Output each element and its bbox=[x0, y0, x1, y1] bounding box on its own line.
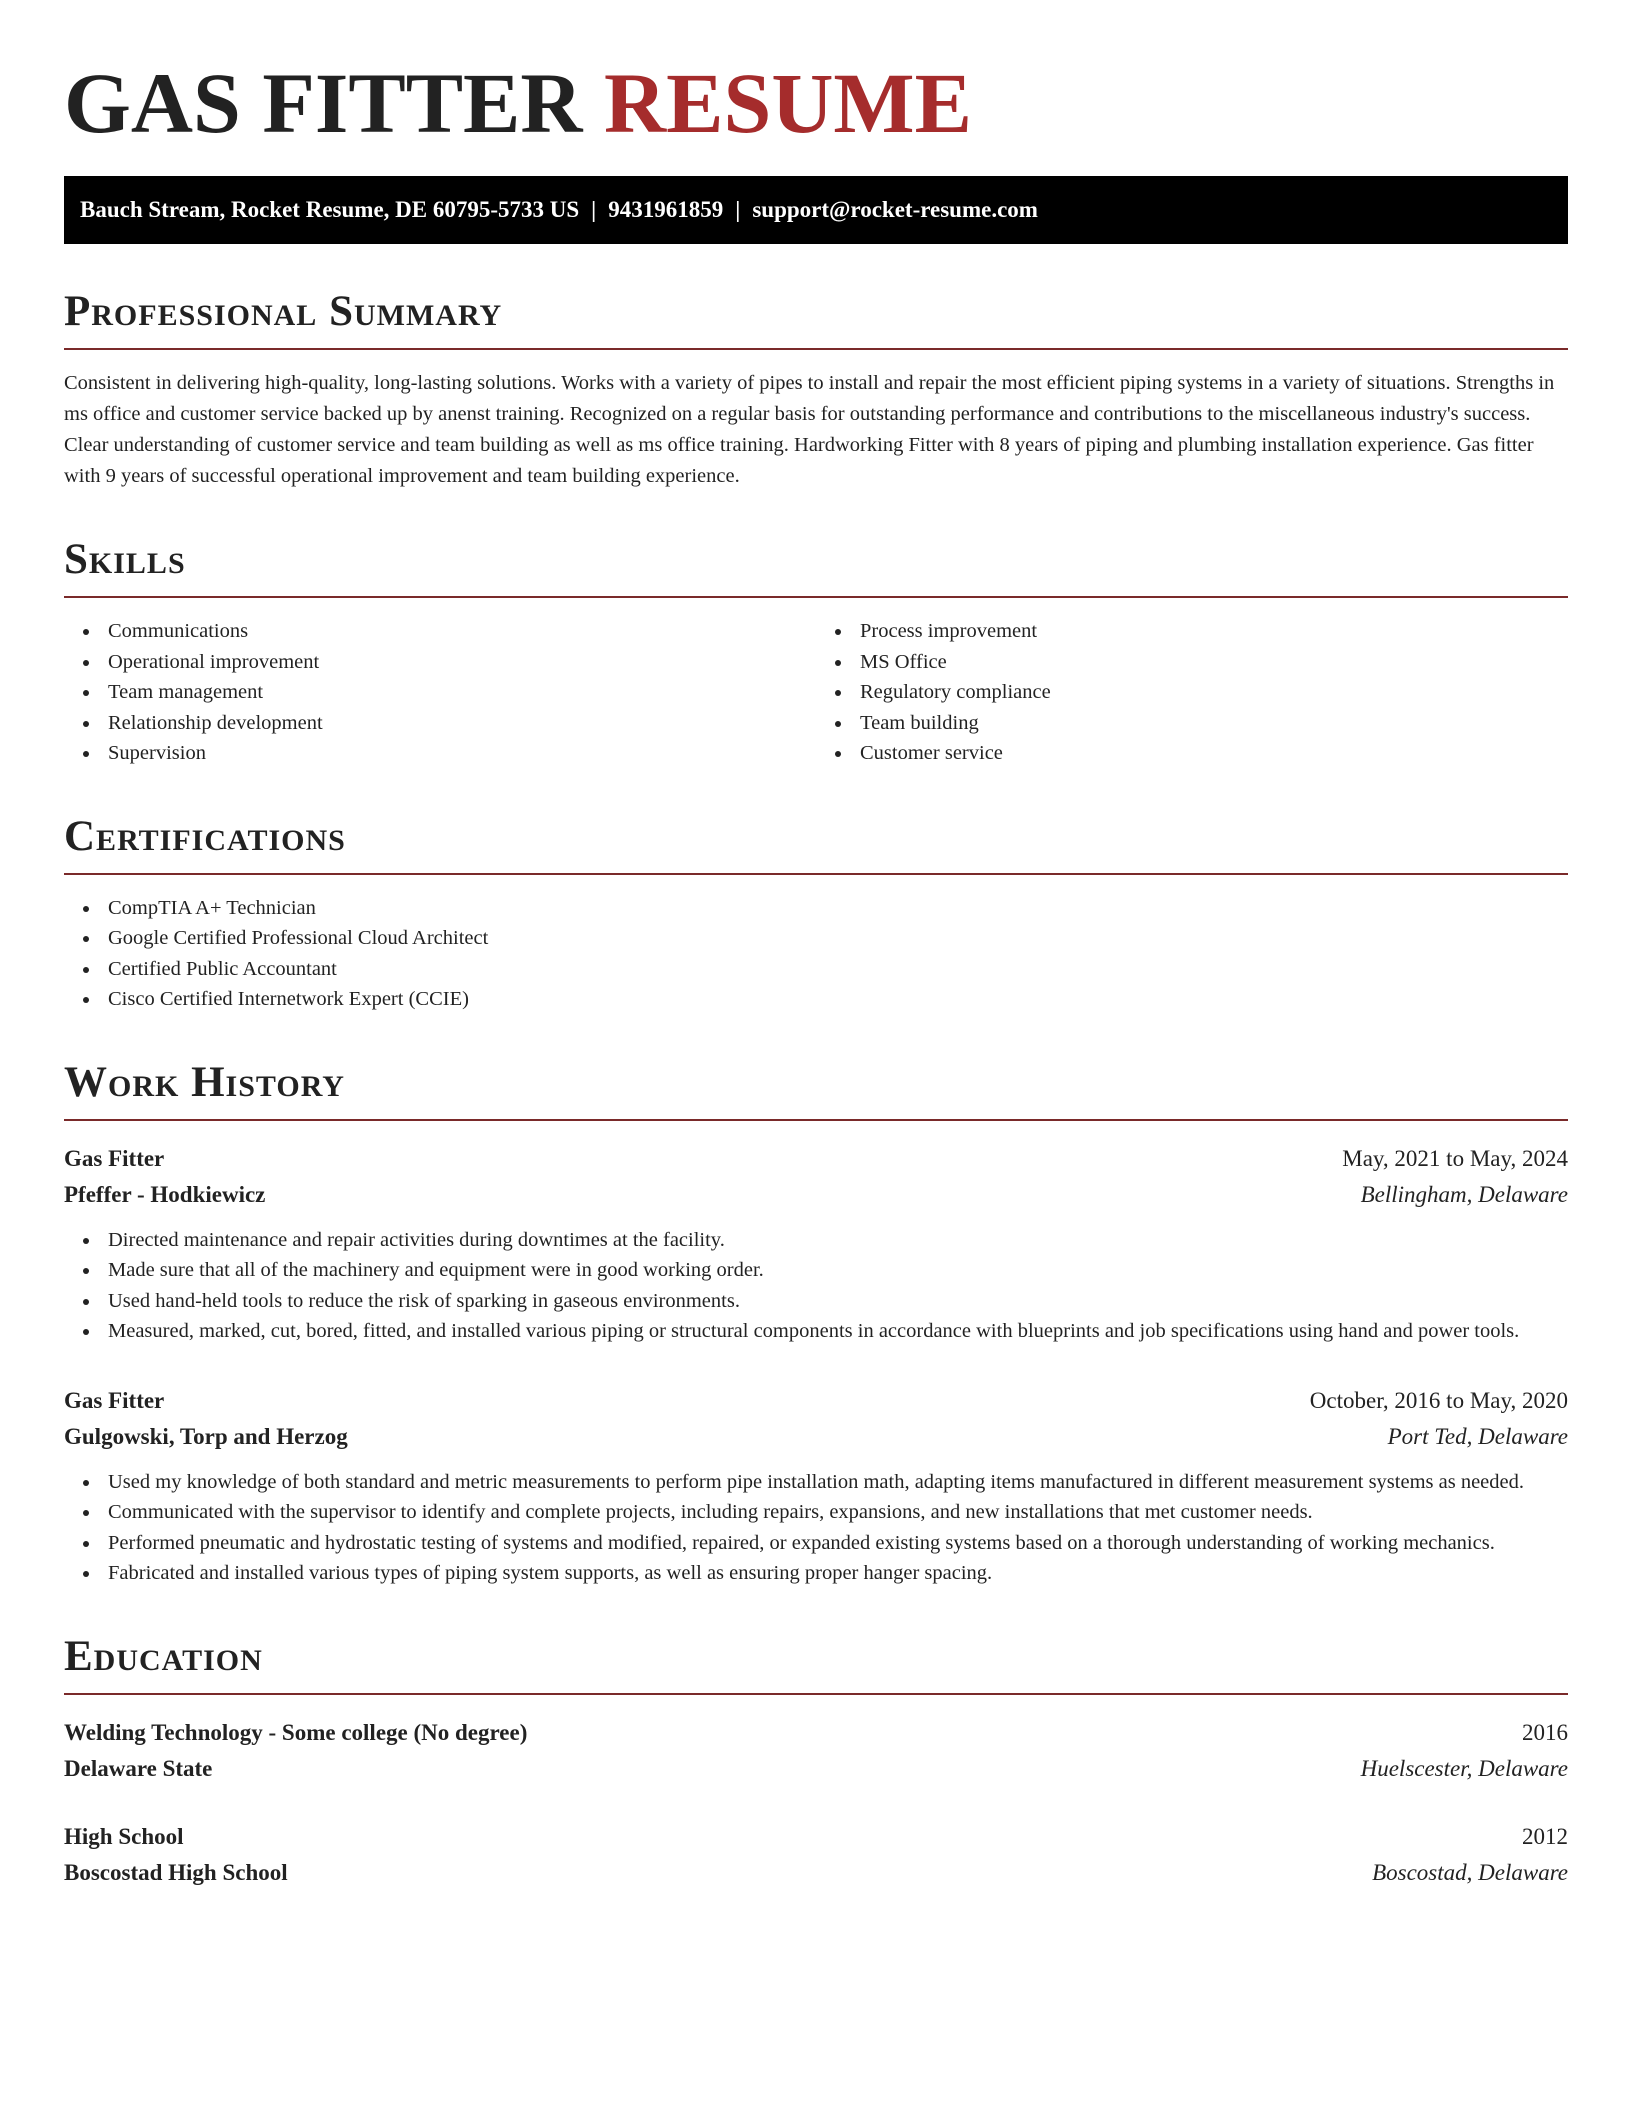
education-location: Huelscester, Delaware bbox=[1360, 1755, 1568, 1781]
job-bullet: Communicated with the supervisor to identify and complete projects, including repairs, expansions, and new installations that met customer needs. bbox=[108, 1497, 1568, 1528]
job-company: Gulgowski, Torp and Herzog bbox=[64, 1423, 348, 1449]
skills-list-right bbox=[816, 616, 1568, 769]
job-bullet: Directed maintenance and repair activities during downtimes at the facility. bbox=[108, 1225, 1568, 1256]
job-header bbox=[64, 1383, 1568, 1419]
job-bullet: Performed pneumatic and hydrostatic testing of systems and modified, repaired, or expanded existing systems based on a thorough understanding of working mechanics. bbox=[108, 1528, 1568, 1559]
contact-email[interactable]: support@rocket-resume.com bbox=[752, 197, 1038, 222]
skill-item: Regulatory compliance bbox=[860, 677, 1568, 708]
education-heading: Education bbox=[64, 1633, 1568, 1695]
skill-item: Relationship development bbox=[108, 708, 816, 739]
skill-item: Supervision bbox=[108, 738, 816, 769]
certifications-list bbox=[64, 893, 1568, 1015]
skill-item: Process improvement bbox=[860, 616, 1568, 647]
skills-section bbox=[64, 536, 1568, 769]
contact-separator: | bbox=[591, 197, 597, 222]
education-location: Boscostad, Delaware bbox=[1372, 1859, 1568, 1885]
job-entry bbox=[64, 1141, 1568, 1347]
job-location: Bellingham, Delaware bbox=[1360, 1181, 1568, 1207]
education-school: Delaware State bbox=[64, 1755, 213, 1781]
job-dates: October, 2016 to May, 2020 bbox=[1309, 1387, 1568, 1413]
education-degree: Welding Technology - Some college (No degree) bbox=[64, 1719, 528, 1745]
job-title: Gas Fitter bbox=[64, 1387, 165, 1413]
job-bullet: Used my knowledge of both standard and metric measurements to perform pipe installation math, adapting items manufactured in different measurement systems as needed. bbox=[108, 1467, 1568, 1498]
skill-item: Customer service bbox=[860, 738, 1568, 769]
education-year: 2012 bbox=[1522, 1823, 1568, 1849]
title-main: GAS FITTER bbox=[64, 55, 583, 151]
job-bullets bbox=[64, 1467, 1568, 1589]
work-heading: Work History bbox=[64, 1059, 1568, 1121]
skills-grid bbox=[64, 598, 1568, 769]
summary-heading: Professional Summary bbox=[64, 288, 1568, 350]
job-bullet: Used hand-held tools to reduce the risk of sparking in gaseous environments. bbox=[108, 1286, 1568, 1317]
summary-section bbox=[64, 288, 1568, 492]
job-dates: May, 2021 to May, 2024 bbox=[1342, 1145, 1568, 1171]
contact-address: Bauch Stream, Rocket Resume, DE 60795-5733 US bbox=[80, 197, 580, 222]
certification-item: Cisco Certified Internetwork Expert (CCIE) bbox=[108, 984, 1568, 1015]
contact-bar bbox=[64, 176, 1568, 244]
certification-item: Google Certified Professional Cloud Architect bbox=[108, 923, 1568, 954]
skills-heading: Skills bbox=[64, 536, 1568, 598]
job-entry bbox=[64, 1383, 1568, 1589]
summary-text: Consistent in delivering high-quality, long-lasting solutions. Works with a variety of pipes to install and repair the most efficient piping systems in a variety of situations. Strengths in ms office and customer service backed up by anenst training. Recognized on a regular basis for outstanding performance and contributions to the miscellaneous industry's success. Clear understanding of customer service and team building as well as ms office training. Hardworking Fitter with 8 years of piping and plumbing installation experience. Gas fitter with 9 years of successful operational improvement and team building experience. bbox=[64, 372, 1555, 487]
job-bullets bbox=[64, 1225, 1568, 1347]
education-subheader bbox=[64, 1751, 1568, 1787]
certification-item: CompTIA A+ Technician bbox=[108, 893, 1568, 924]
education-year: 2016 bbox=[1522, 1719, 1568, 1745]
job-subheader bbox=[64, 1419, 1568, 1455]
job-bullet: Fabricated and installed various types of piping system supports, as well as ensuring proper hanger spacing. bbox=[108, 1558, 1568, 1589]
title-accent: RESUME bbox=[604, 55, 972, 151]
education-section bbox=[64, 1633, 1568, 1891]
education-school: Boscostad High School bbox=[64, 1859, 288, 1885]
education-degree: High School bbox=[64, 1823, 184, 1849]
job-bullet: Measured, marked, cut, bored, fitted, and installed various piping or structural components in accordance with blueprints and job specifications using hand and power tools. bbox=[108, 1316, 1568, 1347]
certification-item: Certified Public Accountant bbox=[108, 954, 1568, 985]
education-entry bbox=[64, 1819, 1568, 1891]
skill-item: Communications bbox=[108, 616, 816, 647]
contact-phone: 9431961859 bbox=[608, 197, 724, 222]
education-entry bbox=[64, 1715, 1568, 1787]
contact-separator: | bbox=[735, 197, 741, 222]
work-section bbox=[64, 1059, 1568, 1589]
job-company: Pfeffer - Hodkiewicz bbox=[64, 1181, 266, 1207]
job-bullet: Made sure that all of the machinery and equipment were in good working order. bbox=[108, 1255, 1568, 1286]
job-subheader bbox=[64, 1177, 1568, 1213]
skills-list-left bbox=[64, 616, 816, 769]
education-subheader bbox=[64, 1855, 1568, 1891]
skill-item: Team management bbox=[108, 677, 816, 708]
education-header bbox=[64, 1819, 1568, 1855]
certifications-section bbox=[64, 813, 1568, 1015]
job-location: Port Ted, Delaware bbox=[1387, 1423, 1568, 1449]
skill-item: Team building bbox=[860, 708, 1568, 739]
resume-title bbox=[64, 0, 1568, 176]
job-header bbox=[64, 1141, 1568, 1177]
job-title: Gas Fitter bbox=[64, 1145, 165, 1171]
certifications-heading: Certifications bbox=[64, 813, 1568, 875]
skill-item: Operational improvement bbox=[108, 647, 816, 678]
skill-item: MS Office bbox=[860, 647, 1568, 678]
education-header bbox=[64, 1715, 1568, 1751]
